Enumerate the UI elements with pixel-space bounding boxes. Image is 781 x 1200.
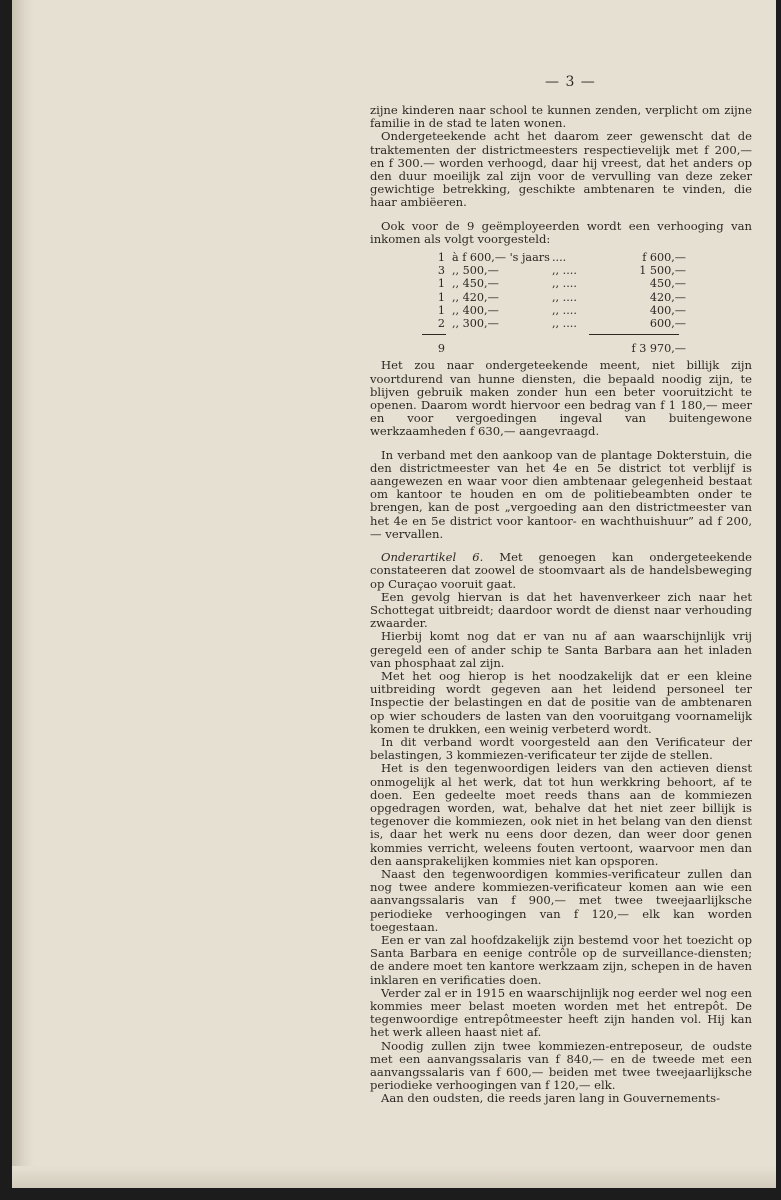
sum-rule [370, 330, 752, 338]
page-gutter-shadow [12, 0, 34, 1188]
page-bottom-edge [12, 1166, 776, 1188]
paragraph-5: Onderartikel 6. Met genoegen kan ondergeteekende constateeren dat zoowel de stoomvaart als de handelsbeweging op Curaçao vooruit gaat. [370, 550, 752, 591]
paragraph-11: Naast den tegenwoordigen kommies-verificateur zullen dan nog twee andere kommiezen-verificateur komen aan wie een aanvangssalaris van f 900,— met twee tweejaarlijksche periodieke verhoogingen van f 120,— elk kan worden toegestaan. [370, 866, 752, 934]
paragraph-7: Hierbij komt nog dat er van nu af aan waarschijnlijk vrij geregeld een of ander schip te Santa Barbara aan het inladen van phosphaat zal zijn. [370, 629, 752, 670]
paragraph-10: Het is den tegenwoordigen leiders van den actieven dienst onmogelijk al het werk, dat tot hun werkkring behoort, af te doen. Een gedeelte moet reeds thans aan de kommiezen opgedragen worden, wat, behalve dat het niet zeer billijk is tegenover die kommiezen, ook niet in het belang van den dienst is, daar het werk nu eens door dezen, dan weer door genen kommies verricht, weleens fouten vertoont, waarvoor men dan den aansprakelijken kommies niet kan opsporen. [370, 761, 752, 868]
table-row: 1 ,, 420,— ,, .... 420,— [437, 290, 686, 304]
salary-table [370, 251, 752, 355]
table-row: 3 ,, 500,— ,, .... 1 500,— [437, 264, 686, 278]
total-count: 9 [437, 342, 445, 356]
paragraph-15: Aan den oudsten, die reeds jaren lang in Gouvernements- [381, 1091, 720, 1106]
paragraph-4: In verband met den aankoop van de plantage Dokterstuin, die den districtmeester van het 4e en 5e district tot verblijf is aangewezen en waar voor dien ambtenaar gelegenheid bestaat om kantoor te houden en om de politiebeambten onder te brengen, kan de post „vergoeding aan den districtmeester van het 4e en 5e district voor kantoor- en wachthuishuur” ad f 200,— vervallen. [370, 447, 752, 541]
paragraph-3: Het zou naar ondergeteekende meent, niet billijk zijn voortdurend van hunne diensten, die bepaald noodig zijn, te blijven gebruik maken zonder hun een beter vooruitzicht te openen. Daarom wordt hiervoor een bedrag van f 1 180,— meer en voor vergoedingen ingeval van buitengewone werkzaamheden f 630,— aangevraagd. [370, 358, 752, 439]
total-amount: f 3 970,— [631, 342, 686, 356]
section-label: Onderartikel 6. [381, 550, 484, 565]
paragraph-8: Met het oog hierop is het noodzakelijk dat er een kleine uitbreiding wordt gegeven aan het leidend personeel ter Inspectie der belastingen en dat de positie van de ambtenaren op wier schouders de lasten van den vooruitgang voornamelijk komen te drukken, een weinig verbeterd wordt. [370, 668, 752, 736]
paragraph-6: Een gevolg hiervan is dat het havenverkeer zich naar het Schottegat uitbreidt; daardoor wordt de dienst naar verhouding zwaarder. [370, 589, 752, 631]
table-row: 1 à f 600,— 's jaars .... f 600,— [437, 251, 686, 265]
paragraph-9: In dit verband wordt voorgesteld aan den Verificateur der belastingen, 3 kommiezen-verificateur ter zijde de stellen. [370, 734, 752, 763]
document-page [12, 0, 776, 1188]
table-row: 1 ,, 450,— ,, .... 450,— [437, 277, 686, 291]
page-number: — 3 — [545, 74, 596, 90]
paragraph-intro: zijne kinderen naar school te kunnen zenden, verplicht om zijne familie in de stad te laten wonen. [370, 103, 752, 131]
body-text [370, 104, 752, 1106]
paragraph-13: Verder zal er in 1915 en waarschijnlijk nog eerder wel nog een kommies meer belast moeten worden met het entrepôt. De tegenwoordige entrepôtmeester heeft zijn handen vol. Hij kan het werk alleen haast niet af. [370, 985, 752, 1040]
paragraph-12: Een er van zal hoofdzakelijk zijn bestemd voor het toezicht op Santa Barbara en eenige contrôle op de surveillance-diensten; de andere moet ten kantore werkzaam zijn, schepen in de haven inklaren en verificaties doen. [370, 932, 752, 987]
paragraph-1: Ondergeteekende acht het daarom zeer gewenscht dat de traktementen der districtmeesters respectievelijk met f 200,— en f 300.— worden verhoogd, daar hij vreest, dat het anders op den duur moeilijk zal zijn voor de vervulling van deze zeker gewichtige betrekking, geschikte ambtenaren te vinden, die haar ambiëeren. [370, 129, 752, 210]
table-total-row [370, 342, 752, 355]
paragraph-14: Noodig zullen zijn twee kommiezen-entreposeur, de oudste met een aanvangssalaris van f 840,— en de tweede met een aanvangssalaris van f 600,— beiden met twee tweejaarlijksche periodieke verhoogingen van f 120,— elk. [370, 1038, 752, 1093]
table-row: 2 ,, 300,— ,, .... 600,— [437, 317, 686, 331]
table-row: 1 ,, 400,— ,, .... 400,— [437, 303, 686, 317]
paragraph-2: Ook voor de 9 geëmployeerden wordt een verhooging van inkomen als volgt voorgesteld: [370, 218, 752, 246]
